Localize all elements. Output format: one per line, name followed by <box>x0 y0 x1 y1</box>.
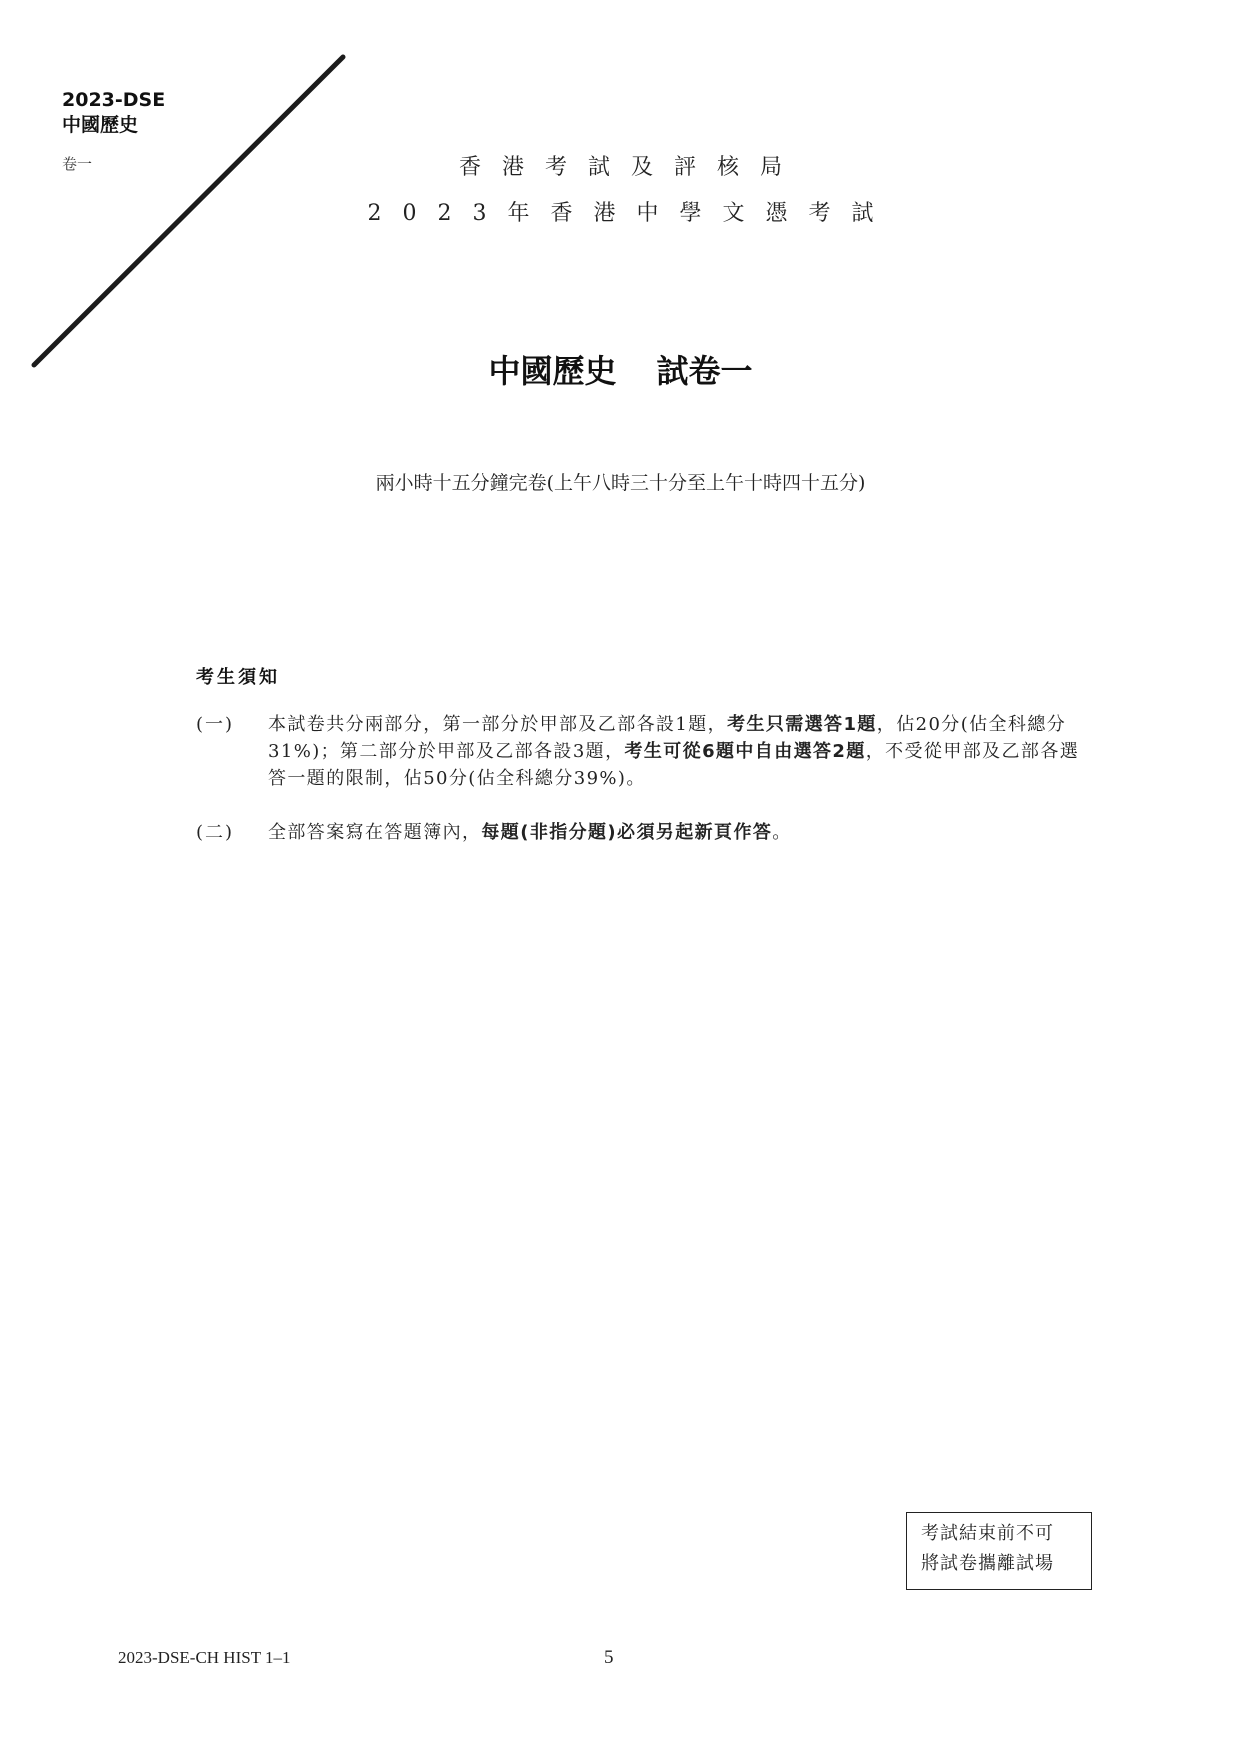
page-title <box>0 346 1241 392</box>
exam-duration: 兩小時十五分鐘完卷(上午八時三十分至上午十時四十五分) <box>375 472 866 494</box>
corner-exam-code: 2023-DSE <box>62 89 166 111</box>
instruction-item <box>196 819 1096 846</box>
issuing-authority: 香港考試及評核局 <box>458 155 803 180</box>
instruction-item <box>196 711 1096 792</box>
instruction-text-part: 。 <box>772 822 792 843</box>
instruction-emphasis: 考生可從6題中自由選答2題 <box>624 741 866 762</box>
title-subject: 中國歷史 <box>488 352 617 390</box>
instructions-heading: 考生須知 <box>196 667 280 688</box>
instruction-emphasis: 考生只需選答1題 <box>727 714 877 735</box>
page-number: 5 <box>604 1647 614 1668</box>
instruction-number: (二) <box>196 822 235 843</box>
instruction-text-part: 本試卷共分兩部分，第一部分於甲部及乙部各設1題， <box>268 714 728 735</box>
instruction-emphasis: 每題(非指分題)必須另起新頁作答 <box>481 822 773 843</box>
instruction-text <box>268 711 1096 792</box>
notice-line: 將試卷攜離試場 <box>921 1553 1054 1574</box>
instruction-text-part: ，佔20分(佔全科總分31%)；第二部分於甲部及乙部各設3題， <box>268 714 1067 762</box>
instruction-text-part: 全部答案寫在答題簿內， <box>268 822 482 843</box>
notice-box <box>906 1512 1092 1590</box>
title-paper: 試卷一 <box>656 352 753 390</box>
corner-subject: 中國歷史 <box>62 114 139 136</box>
exam-name: 2023年香港中學文憑考試 <box>367 201 895 226</box>
notice-line: 考試結束前不可 <box>921 1523 1054 1544</box>
footer-paper-code: 2023-DSE-CH HIST 1–1 <box>118 1648 291 1667</box>
instruction-text <box>268 819 1096 846</box>
corner-paper: 卷一 <box>62 155 93 173</box>
instruction-number: (一) <box>196 714 235 735</box>
instruction-text-part: ，不受從甲部及乙部各選答一題的限制，佔50分(佔全科總分39%)。 <box>268 741 1080 789</box>
